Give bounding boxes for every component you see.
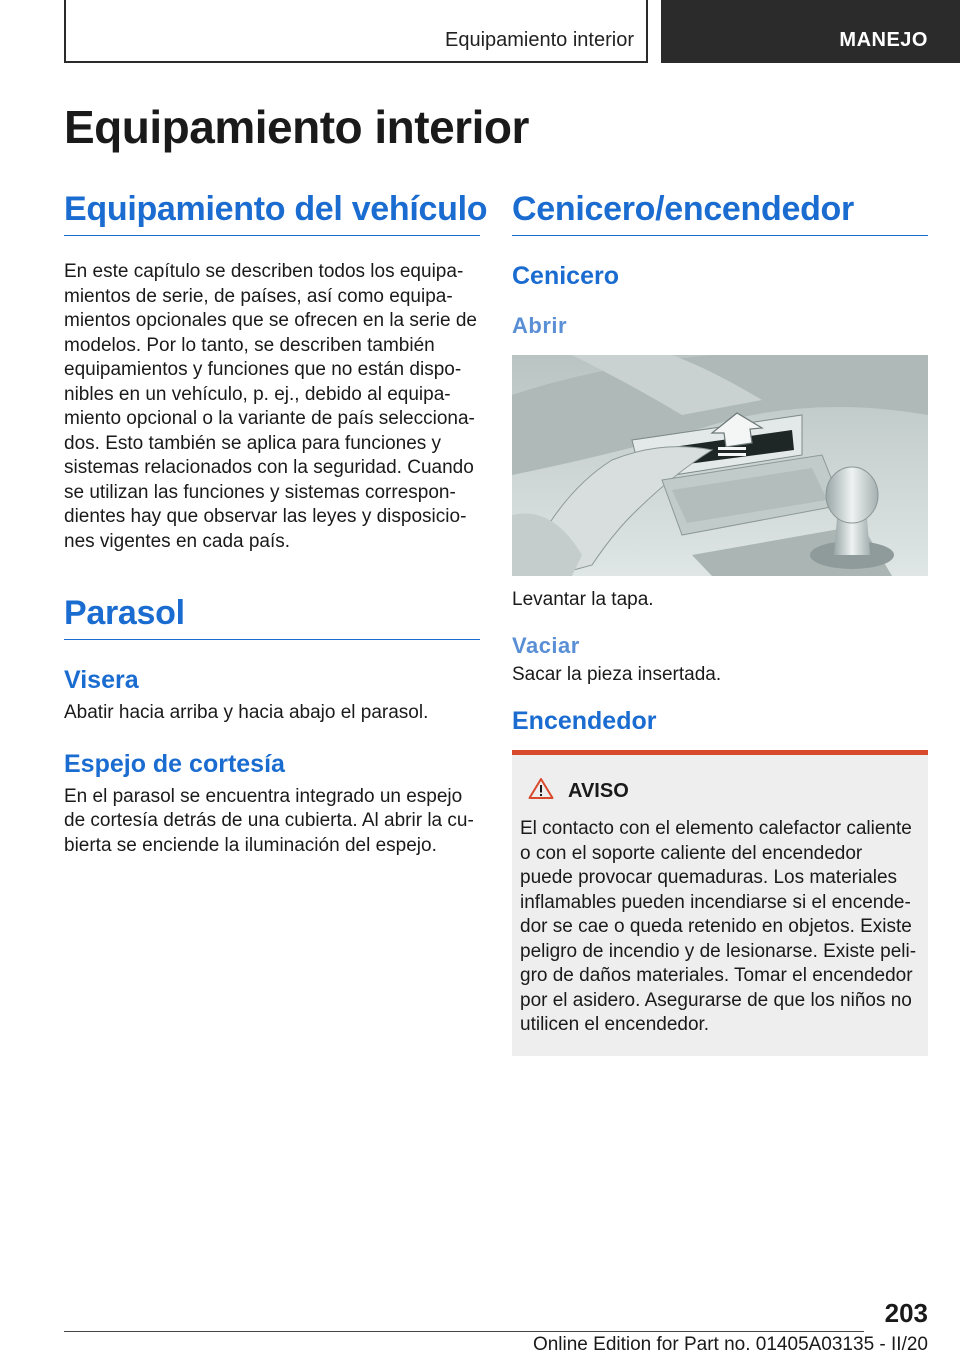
- footer-divider: [64, 1331, 864, 1332]
- subsubsection-title-abrir: Abrir: [512, 313, 568, 338]
- page-title: Equipamiento interior: [64, 101, 529, 153]
- section-title-cenicero-encendedor: Cenicero/encendedor: [512, 190, 928, 236]
- ashtray-illustration: [512, 355, 928, 576]
- header-chapter-label: MANEJO: [839, 29, 928, 51]
- subsubsection-title-vaciar: Vaciar: [512, 632, 580, 658]
- warning-triangle-icon: [528, 777, 554, 805]
- section-title-equipamiento: Equipamiento del vehículo: [64, 190, 480, 236]
- left-column: [64, 190, 488, 858]
- running-header-chapter: [661, 0, 960, 63]
- vaciar-body: Sacar la pieza insertada.: [512, 663, 722, 685]
- subsection-title-visera: Visera: [64, 666, 139, 694]
- warning-label: AVISO: [568, 779, 629, 802]
- subsection-title-cenicero: Cenicero: [512, 262, 619, 290]
- subsection-title-espejo: Espejo de cortesía: [64, 749, 285, 778]
- espejo-body: En el parasol se encuentra integrado un espejo de cortesía detrás de una cubierta. Al abrir la cubierta se enciende la iluminación del espejo.: [64, 785, 474, 856]
- visera-body: Abatir hacia arriba y hacia abajo el parasol.: [64, 702, 429, 723]
- warning-body: El contacto con el elemento calefactor caliente o con el soporte caliente del encendedor puede provocar quemaduras. Los materiales inflamables pueden incendiarse si el encendedor se cae o queda retenido en objetos. Existe peligro de incendio y de lesionarse. Existe peligro de daños materiales. Tomar el encendedor por el asidero. Asegurarse de que los niños no utilicen el encendedor.: [520, 818, 917, 1035]
- section-body-equipamiento: En este capítulo se describen todos los equipamientos de serie, de países, así como equipamientos opcionales que se ofrecen en la serie de modelos. Por lo tanto, se describen también equipamientos y funciones que no están disponibles en un vehículo, p. ej., debido al equipamiento opcional o la variante de país seleccionados. Esto también se aplica para funciones y sistemas relacionados con la seguridad. Cuando se utilizan las funciones y sistemas correspondientes hay que observar las leyes y disposiciones vigentes en cada país.: [64, 261, 477, 552]
- warning-header: [528, 777, 920, 805]
- running-header-section: [64, 0, 648, 63]
- header-section-label: Equipamiento interior: [445, 29, 634, 51]
- subsection-title-encendedor: Encendedor: [512, 707, 657, 735]
- footer-edition: Online Edition for Part no. 01405A03135 - II/20: [532, 1334, 928, 1355]
- warning-box: [512, 750, 928, 1056]
- abrir-caption: Levantar la tapa.: [512, 589, 654, 610]
- page-number: 203: [884, 1298, 928, 1328]
- right-column: [512, 190, 928, 1056]
- section-title-parasol: Parasol: [64, 594, 480, 640]
